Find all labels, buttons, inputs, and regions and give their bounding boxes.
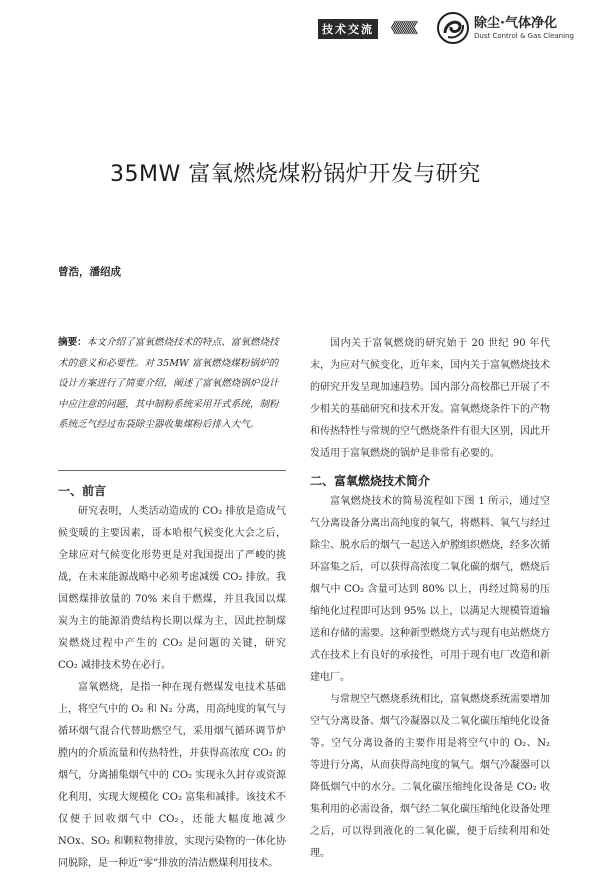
brand-name-cn: 除尘·气体净化 xyxy=(474,16,557,31)
left-column xyxy=(58,333,286,875)
chevron-decoration: 《《《《《《 xyxy=(384,21,415,37)
section-heading-overview: 二、富氧燃烧技术简介 xyxy=(310,474,431,488)
brand-name-en: Dust Control & Gas Cleaning xyxy=(474,32,574,40)
body-paragraph: 富氧燃烧，是指一种在现有燃煤发电技术基础上，将空气中的 O₂ 和 N₂ 分离，用高纯度的氧气与循环烟气混合代替助燃空气，采用烟气循环调节炉膛内的介质流量和传热特性，并获得高浓度 CO₂ 的烟气，分离捕集烟气中的 CO₂ 实现永久封存或资源化利用，实现大规模化 CO₂ 富集和减排。该技术不仅便于回收烟气中 CO₂，还能大幅度地减少 NOx、SO₂ 和颗粒物排放，实现污染物的一体化协同脱除，是一种近“零”排放的清洁燃煤利用技术。 xyxy=(58,681,286,869)
section-heading-intro: 一、前言 xyxy=(58,470,286,501)
abstract xyxy=(58,333,286,436)
page-header xyxy=(0,0,600,48)
body-paragraph: 研究表明，人类活动造成的 CO₂ 排放是造成气候变暖的主要因素，哥本哈根气候变化大会之后，全球应对气候变化形势更是对我国提出了严峻的挑战，在未来能源战略中必须考虑减缓 CO₂ 排放。我国燃煤排放量的 70% 来自于燃煤，并且我国以煤炭为主的能源消费结构长期以煤为主，因此控制煤炭燃烧过程中产生的 CO₂ 是问题的关键，研究 CO₂ 减排技术势在必行。 xyxy=(58,505,286,671)
swirl-logo-icon xyxy=(436,11,470,45)
abstract-label: 摘要： xyxy=(58,337,87,348)
right-column xyxy=(310,333,550,865)
article-title: 35MW 富氧燃烧煤粉锅炉开发与研究 xyxy=(110,162,481,187)
abstract-text: 本文介绍了富氧燃烧技术的特点、富氧燃烧技术的意义和必要性。对 35MW 富氧燃烧煤粉锅炉的设计方案进行了简要介绍，阐述了富氧燃烧锅炉设计中应注意的问题，其中制粉系统采用开式系统，制粉系统乏气经过布袋除尘器收集煤粉后排入大气。 xyxy=(58,337,279,431)
spacer xyxy=(58,436,286,470)
body-paragraph: 富氧燃烧技术的简易流程如下图 1 所示，通过空气分离设备分离出高纯度的氧气，将燃料、氧气与经过除尘、脱水后的烟气一起送入炉膛组织燃烧，经多次循环富集之后，可以获得高浓度二氧化碳的烟气，燃烧后烟气中 CO₂ 含量可达到 80% 以上，再经过简易的压缩纯化过程即可达到 95% 以上，以满足大规模管道输送和存储的需要。这种新型燃烧方式与现有电站燃烧方式在技术上有良好的承接性，可用于现有电厂改造和新建电厂。 xyxy=(310,496,550,683)
section-tag: 技术交流 xyxy=(318,19,378,39)
body-paragraph: 国内关于富氧燃烧的研究始于 20 世纪 90 年代末，为应对气候变化，近年来，国内关于富氧燃烧技术的研究开发呈现加速趋势。国内部分高校都已开展了不少相关的基础研究和技术开发。富氧燃烧条件下的产物和传热特性与常规的空气燃烧条件有很大区别，因此开发适用于富氧燃烧的锅炉是非常有必要的。 xyxy=(310,338,550,459)
author-list: 曾浩，潘绍成 xyxy=(58,266,121,278)
body-paragraph: 与常规空气燃烧系统相比，富氧燃烧系统需要增加空气分离设备、烟气冷凝器以及二氧化碳压缩纯化设备等。空气分离设备的主要作用是将空气中的 O₂、N₂ 等进行分离，从而获得高纯度的氧气。烟气冷凝器可以降低烟气中的水分。二氧化碳压缩纯化设备是 CO₂ 收集利用的必需设备，烟气经二氧化碳压缩纯化设备处理之后，可以得到液化的二氧化碳，便于后续利用和处理。 xyxy=(310,694,550,859)
